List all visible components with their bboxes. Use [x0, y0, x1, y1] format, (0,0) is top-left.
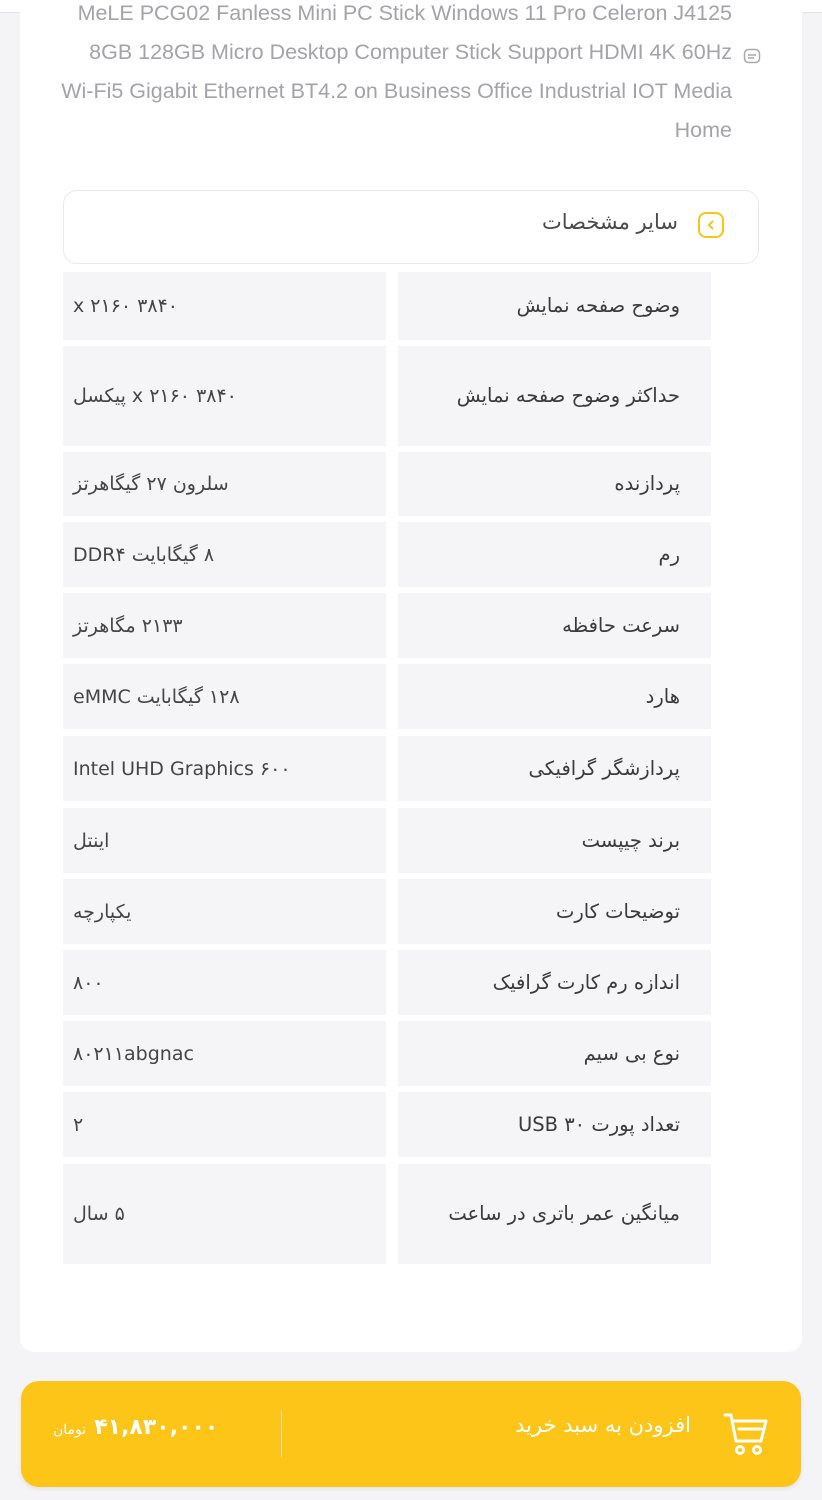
spec-row-max-resolution	[63, 346, 711, 446]
spec-key: نوع بی سیم	[398, 1021, 711, 1086]
spec-key: میانگین عمر باتری در ساعت	[398, 1164, 711, 1264]
spec-row-gpu	[63, 736, 711, 801]
spec-row-battery-life	[63, 1164, 711, 1264]
price	[53, 1415, 218, 1440]
add-to-cart-label[interactable]: افزودن به سبد خرید	[515, 1413, 691, 1437]
spec-key: تعداد پورت USB ۳۰	[398, 1092, 711, 1157]
spec-row-ram	[63, 522, 711, 587]
message-icon[interactable]	[743, 48, 761, 64]
spec-row-display-resolution	[63, 272, 711, 340]
spec-key: برند چیپست	[398, 808, 711, 873]
spec-value: سلرون ۲۷ گیگاهرتز	[63, 452, 386, 516]
divider	[281, 1411, 282, 1457]
product-title: MeLE PCG02 Fanless Mini PC Stick Windows 11 Pro Celeron J4125 8GB 128GB Micro Desktop Computer Stick Support HDMI 4K 60Hz Wi-Fi5 Gigabit Ethernet BT4.2 on Business Office Industrial IOT Media Home	[61, 1, 732, 142]
spec-key: رم	[398, 522, 711, 587]
spec-value: ۸ گیگابایت DDR۴	[63, 522, 386, 587]
spec-row-processor	[63, 452, 711, 516]
spec-value: ۲	[63, 1092, 386, 1157]
spec-row-memory-speed	[63, 593, 711, 658]
spec-key: پردازنده	[398, 452, 711, 516]
spec-row-storage	[63, 664, 711, 729]
spec-row-wireless	[63, 1021, 711, 1086]
product-details-card	[20, 1, 802, 1352]
spec-key: توضیحات کارت	[398, 879, 711, 944]
spec-value: یکپارچه	[63, 879, 386, 944]
specs-heading: سایر مشخصات	[541, 210, 678, 234]
spec-value: ۵ سال	[63, 1164, 386, 1264]
spec-value: ۱۲۸ گیگابایت eMMC	[63, 664, 386, 729]
spec-value: اینتل	[63, 808, 386, 873]
spec-value: Intel UHD Graphics ۶۰۰	[63, 736, 386, 801]
chevron-left-icon[interactable]	[698, 212, 724, 238]
cart-icon[interactable]	[721, 1409, 771, 1457]
add-to-cart-bar[interactable]	[21, 1381, 801, 1487]
spec-row-card-description	[63, 879, 711, 944]
spec-key: سرعت حافظه	[398, 593, 711, 658]
spec-row-usb-ports	[63, 1092, 711, 1157]
spec-value: ۲۱۳۳ مگاهرتز	[63, 593, 386, 658]
spec-key: اندازه رم کارت گرافیک	[398, 950, 711, 1015]
spec-key: هارد	[398, 664, 711, 729]
spec-key: حداکثر وضوح صفحه نمایش	[398, 346, 711, 446]
specs-accordion-header[interactable]	[63, 190, 759, 264]
spec-value: ۳۸۴۰ x ۲۱۶۰	[63, 272, 386, 340]
price-currency: تومان	[53, 1422, 87, 1438]
spec-key: وضوح صفحه نمایش	[398, 272, 711, 340]
price-value: ۴۱,۸۳۰,۰۰۰	[94, 1415, 219, 1440]
spec-row-chipset-brand	[63, 808, 711, 873]
spec-row-graphics-ram	[63, 950, 711, 1015]
spec-key: پردازشگر گرافیکی	[398, 736, 711, 801]
spec-value: ۳۸۴۰ x ۲۱۶۰ پیکسل	[63, 346, 386, 446]
spec-value: ۸۰۰	[63, 950, 386, 1015]
spec-value: ۸۰۲۱۱abgnac	[63, 1021, 386, 1086]
